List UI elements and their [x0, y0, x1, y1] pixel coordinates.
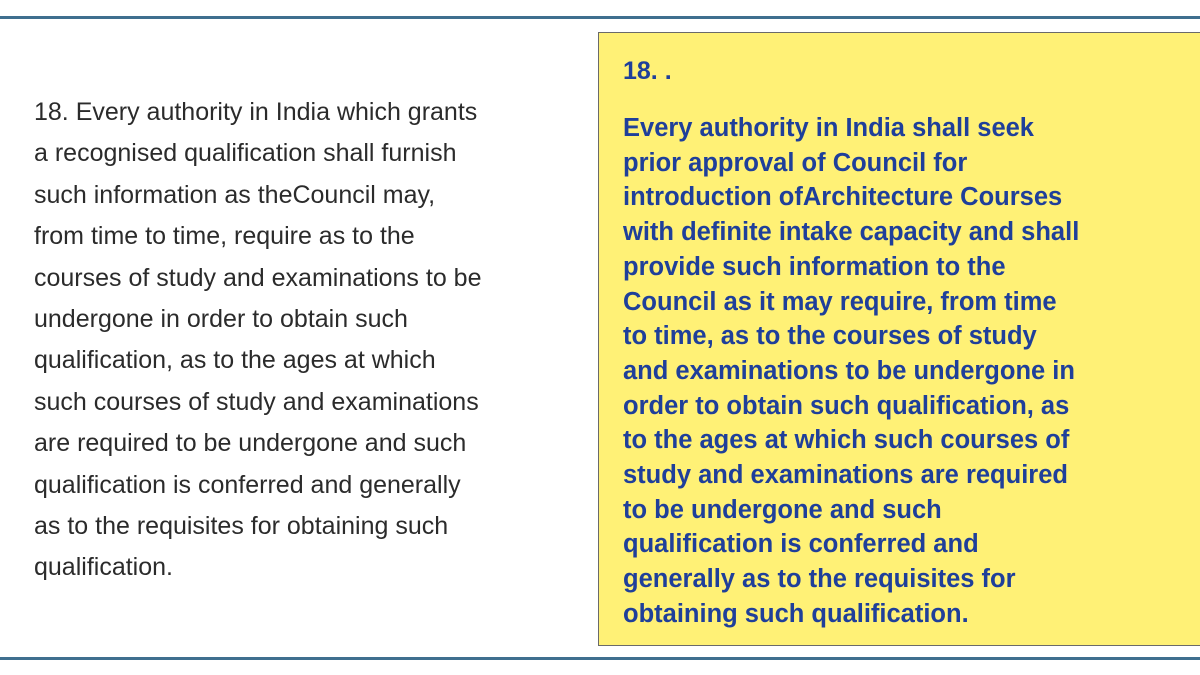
amended-clause-heading: 18. . [623, 57, 672, 85]
amended-clause-text: Every authority in India shall seek prior approval of Council for introduction ofArchitecture Courses with definite intake capacity and shall provide such information to the Council as it may require, from time to time, as to the courses of study and examinations to be undergone in order to obtain such qualification, as to the ages at which such courses of study and examinations are required to be undergone and such qualification is conferred and generally as to the requisites for obtaining such qualification. [623, 114, 1080, 628]
original-clause-text: 18. Every authority in India which grants a recognised qualification shall furnish such information as theCouncil may, from time to time, require as to the courses of study and examinations to be undergone in order to obtain such qualification, as to the ages at which such courses of study and examinations are required to be undergone and such qualification is conferred and generally as to the requisites for obtaining such qualification. [34, 98, 482, 582]
top-divider [0, 16, 1200, 19]
bottom-divider [0, 657, 1200, 660]
amended-clause-box [598, 32, 1200, 646]
